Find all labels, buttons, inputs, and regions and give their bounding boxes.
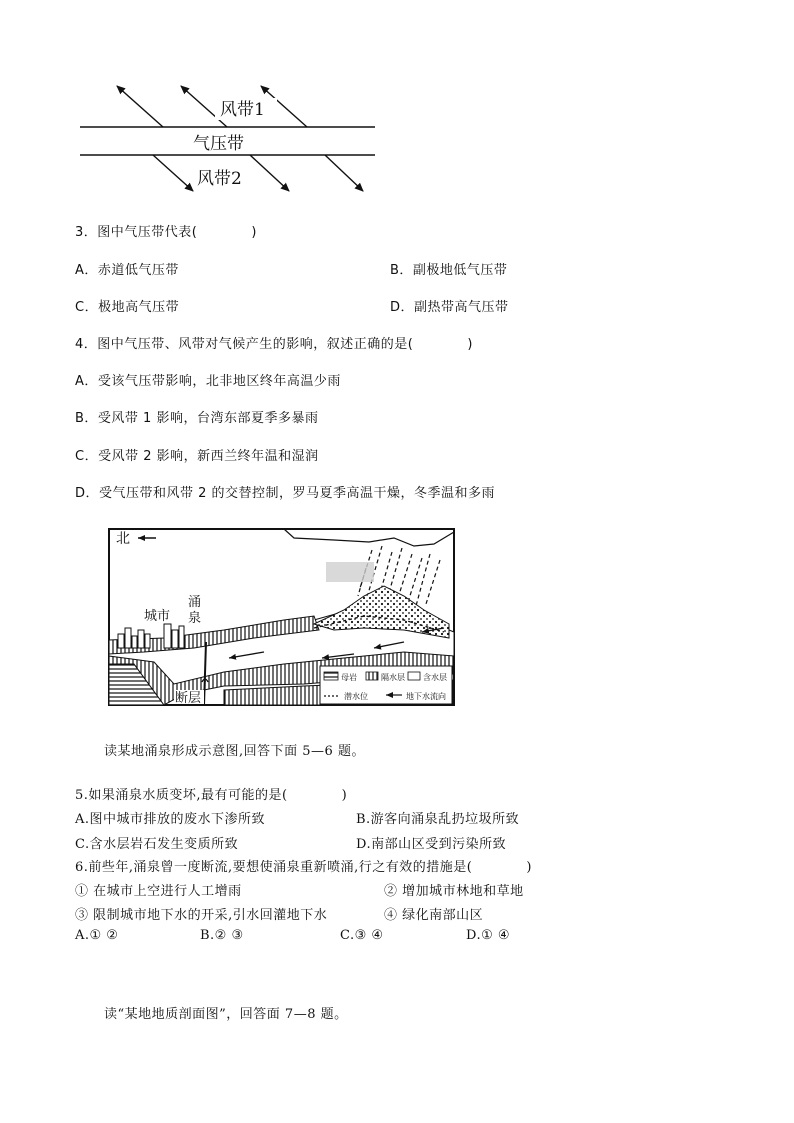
question-3-option-a: A．赤道低气压带 <box>75 263 179 278</box>
question-5-option-a: A.图中城市排放的废水下渗所致 <box>75 812 266 827</box>
legend-water-level-label: 潜水位 <box>344 692 368 701</box>
question-6-option-c: C.③ ④ <box>340 928 384 943</box>
wind-arrow-upper-1 <box>117 86 163 127</box>
legend-flow-label: 地下水流向 <box>406 692 446 701</box>
wind-arrow-lower-3 <box>325 155 363 191</box>
question-6-stem: 6.前些年,涌泉曾一度断流,要想使涌泉重新喷涌,行之有效的措施是( ) <box>75 860 532 875</box>
spring-formation-figure <box>104 524 458 708</box>
legend-bedrock-swatch <box>324 672 338 680</box>
question-5-option-c: C.含水层岩石发生变质所致 <box>75 837 239 852</box>
question-4-option-a: A．受该气压带影响，北非地区终年高温少雨 <box>75 374 341 389</box>
spring-label-1: 涌 <box>188 595 202 610</box>
question-4-option-c: C．受风带 2 影响，新西兰终年温和湿润 <box>75 449 319 464</box>
question-6-item-4: ④ 绿化南部山区 <box>384 908 484 923</box>
question-6-item-1: ① 在城市上空进行人工增雨 <box>75 884 242 899</box>
question-6-option-a: A.① ② <box>75 928 119 943</box>
intro-5-6: 读某地涌泉形成示意图,回答下面 5—6 题。 <box>104 744 365 759</box>
question-4-option-b: B．受风带 1 影响，台湾东部夏季多暴雨 <box>75 411 319 426</box>
wind-arrow-lower-1 <box>153 155 193 191</box>
wind-arrow-lower-2 <box>250 155 289 191</box>
legend-aquiclude-label: 隔水层 <box>381 673 405 682</box>
question-3-stem: 3．图中气压带代表( ) <box>75 225 257 240</box>
legend-aquifer-swatch <box>408 672 420 680</box>
question-6-item-2: ② 增加城市林地和草地 <box>384 884 524 899</box>
intro-7-8: 读“某地地质剖面图”，回答面 7—8 题。 <box>104 1007 348 1022</box>
question-3-option-b: B．副极地低气压带 <box>390 263 508 278</box>
question-3-option-c: C．极地高气压带 <box>75 300 180 315</box>
legend-aquiclude-swatch <box>366 672 378 680</box>
question-4-stem: 4．图中气压带、风带对气候产生的影响，叙述正确的是( ) <box>75 337 473 352</box>
question-3-option-d: D．副热带高气压带 <box>390 300 509 315</box>
wind-belt-2-label: 风带2 <box>197 169 242 189</box>
question-6-item-3: ③ 限制城市地下水的开采,引水回灌地下水 <box>75 908 328 923</box>
question-6-option-d: D.① ④ <box>466 928 511 943</box>
pressure-wind-belt-figure <box>75 78 385 210</box>
question-5-option-b: B.游客向涌泉乱扔垃圾所致 <box>356 812 520 827</box>
legend-aquifer-label: 含水层 <box>423 673 447 682</box>
north-label: 北 <box>116 531 130 547</box>
wind-belt-1-label: 风带1 <box>220 100 265 120</box>
city-label: 城市 <box>144 609 171 624</box>
question-6-option-b: B.② ③ <box>200 928 244 943</box>
question-5-option-d: D.南部山区受到污染所致 <box>356 837 507 852</box>
question-5-stem: 5.如果涌泉水质变坏,最有可能的是( ) <box>75 788 348 803</box>
spring-label-2: 泉 <box>188 611 202 626</box>
pressure-belt-label: 气压带 <box>193 134 244 154</box>
fault-label: 断层 <box>175 691 202 706</box>
legend-bedrock-label: 母岩 <box>341 673 357 682</box>
question-4-option-d: D．受气压带和风带 2 的交替控制，罗马夏季高温干燥，冬季温和多雨 <box>75 486 496 501</box>
